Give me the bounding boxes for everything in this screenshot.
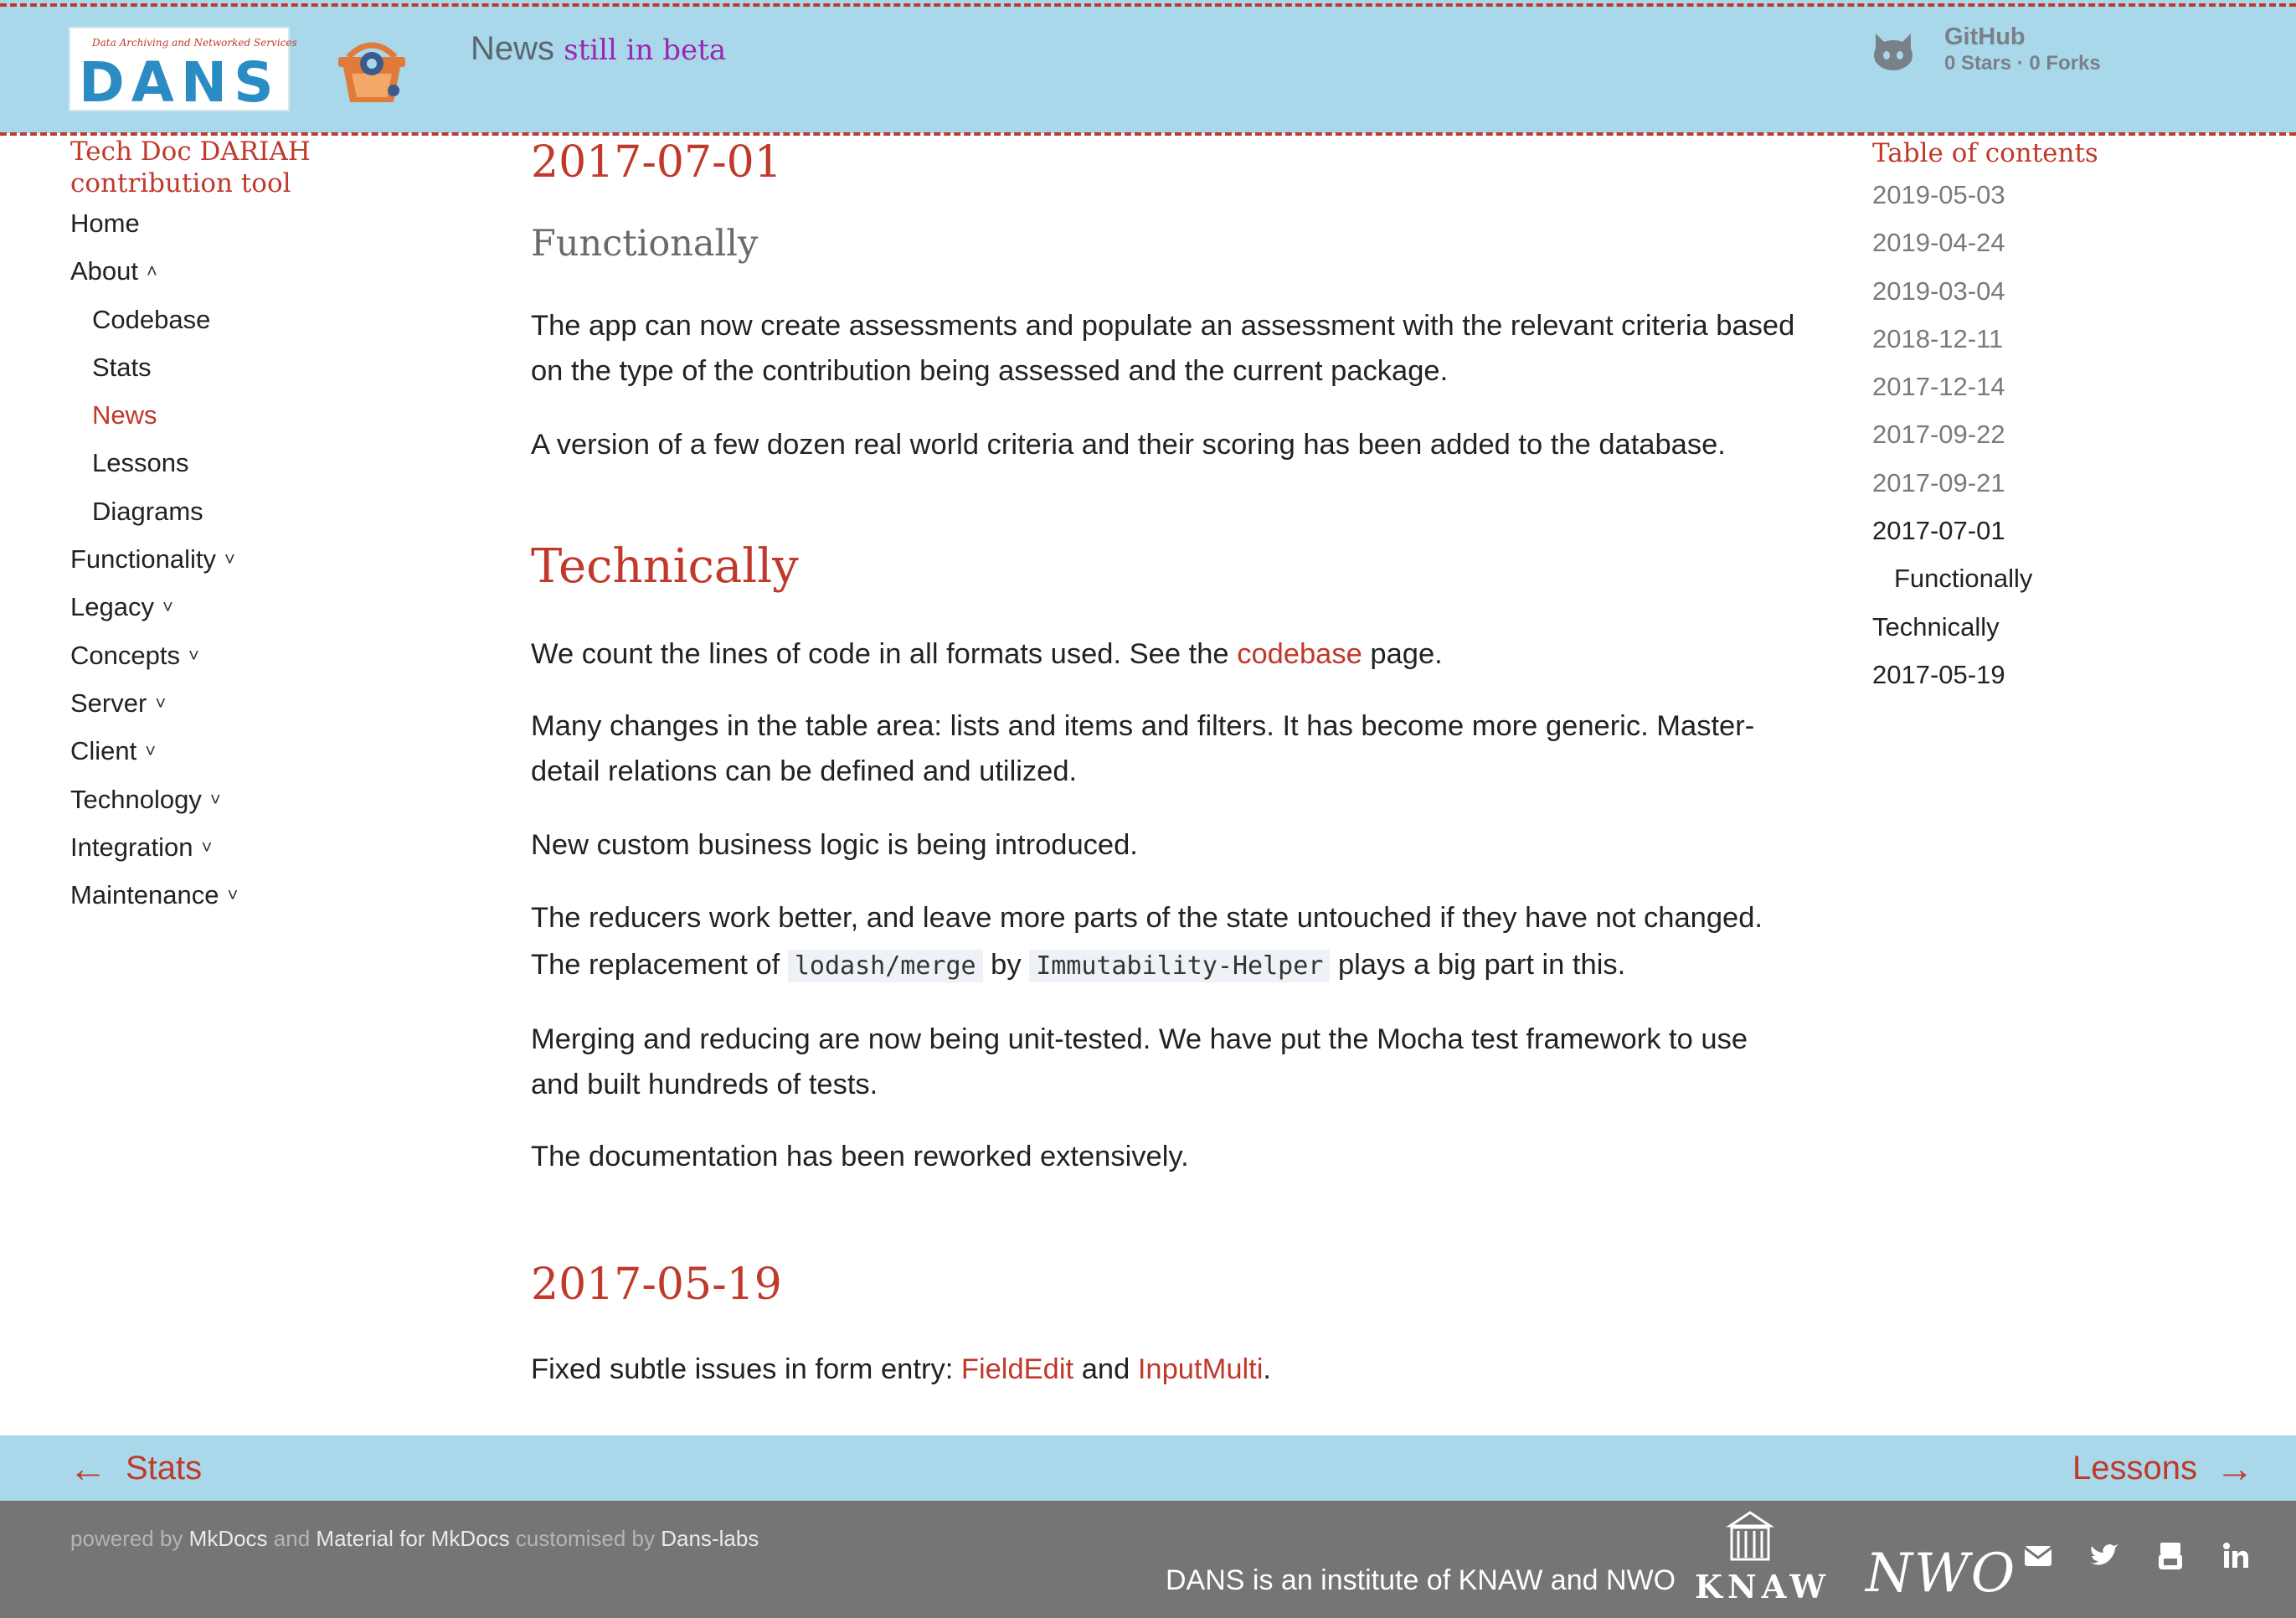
nav-item-functionality[interactable] xyxy=(70,535,472,583)
next-page-label: Lessons xyxy=(2072,1449,2197,1487)
toc-item[interactable]: 2019-05-03 xyxy=(1872,180,2005,209)
github-stats: 0 Stars · 0 Forks xyxy=(1944,52,2101,75)
toc-item[interactable]: 2017-09-22 xyxy=(1872,420,2005,450)
chevron-down-icon: ˅ xyxy=(201,836,213,858)
chevron-up-icon: ˄ xyxy=(147,260,157,282)
chevron-down-icon: ˅ xyxy=(155,692,167,714)
logo-word: DANS xyxy=(79,50,281,115)
basket-icon[interactable] xyxy=(332,32,412,107)
material-link[interactable]: Material for MkDocs xyxy=(316,1526,510,1551)
heading-functionally: Functionally xyxy=(531,223,759,265)
nav-item-stats[interactable] xyxy=(70,343,472,391)
powered-by xyxy=(70,1526,759,1552)
nav-title[interactable]: Tech Doc DARIAH contribution tool xyxy=(70,137,311,198)
arrow-right-icon: → xyxy=(2216,1446,2254,1490)
toc-item[interactable]: 2017-05-19 xyxy=(1872,659,2005,689)
chevron-down-icon: ˅ xyxy=(162,596,173,618)
nav-item-about[interactable] xyxy=(70,247,472,295)
paragraph: Many changes in the table area: lists and items and filters. It has become more generic. Master-detail relations can be defined and utilized. xyxy=(531,710,1755,787)
nav-item-label: News xyxy=(92,400,157,430)
text: and xyxy=(273,1526,311,1551)
twitter-icon[interactable] xyxy=(2085,1538,2122,1574)
mail-icon[interactable] xyxy=(2020,1538,2057,1574)
text: and xyxy=(1073,1353,1138,1385)
next-page-link[interactable] xyxy=(2072,1435,2273,1501)
nav-item-label: Home xyxy=(70,209,140,238)
nav-item-label: Technology xyxy=(70,784,202,814)
text: We count the lines of code in all formats used. See the xyxy=(531,638,1238,670)
paragraph: The app can now create assessments and populate an assessment with the relevant criteria based on the type of the contribution being assessed and the current package. xyxy=(531,310,1795,387)
text: page. xyxy=(1362,638,1443,670)
linkedin-icon[interactable] xyxy=(2217,1538,2254,1574)
paragraph: Merging and reducing are now being unit-tested. We have put the Mocha test framework to use and built hundreds of tests. xyxy=(531,1023,1748,1100)
nav-item-legacy[interactable] xyxy=(70,583,472,631)
nav-item-label: Codebase xyxy=(92,304,211,334)
nav-item-label: Concepts xyxy=(70,640,180,670)
footer xyxy=(0,1501,2296,1618)
previous-page-label: Stats xyxy=(126,1449,203,1487)
paragraph: New custom business logic is being introduced. xyxy=(531,829,1138,861)
nav-item-client[interactable] xyxy=(70,727,472,775)
dans-logo[interactable] xyxy=(69,27,297,115)
paragraph xyxy=(531,1347,1804,1392)
header xyxy=(0,0,2296,133)
chevron-down-icon: ˅ xyxy=(209,788,221,810)
nav-item-server[interactable] xyxy=(70,679,472,727)
header-top-divider xyxy=(0,3,2296,7)
toc-item[interactable]: 2019-03-04 xyxy=(1872,276,2005,306)
text: The reducers work better, and leave more parts of the state untouched if they have not changed. The replacement of xyxy=(531,902,1763,981)
nav-item-label: Lessons xyxy=(92,448,189,478)
beta-label: still in beta xyxy=(564,33,727,67)
nav-item-label: Stats xyxy=(92,352,152,382)
paragraph: A version of a few dozen real world criteria and their scoring has been added to the database. xyxy=(531,429,1726,461)
nav-item-label: About xyxy=(70,256,139,286)
nav-item-technology[interactable] xyxy=(70,776,472,823)
nav-item-codebase[interactable] xyxy=(70,296,472,343)
text: plays a big part in this. xyxy=(1330,949,1626,981)
nav-item-label: Functionality xyxy=(70,544,217,575)
nav-item-news[interactable] xyxy=(70,391,472,439)
text: customised by xyxy=(515,1526,655,1551)
code-immutability-helper: Immutability-Helper xyxy=(1029,950,1330,982)
toc-item[interactable]: 2017-09-21 xyxy=(1872,467,2005,497)
heading-technically: Technically xyxy=(531,539,799,594)
paragraph: The documentation has been reworked extensively. xyxy=(531,1141,1189,1172)
paragraph xyxy=(531,894,1804,990)
knaw-logo[interactable]: KNAW xyxy=(1695,1568,1831,1605)
logo-tagline: Data Archiving and Networked Services xyxy=(92,37,297,49)
chevron-down-icon: ˅ xyxy=(188,644,199,666)
nav-item-lessons[interactable] xyxy=(70,439,472,487)
code-lodash-merge: lodash/merge xyxy=(788,950,983,982)
nav-item-integration[interactable] xyxy=(70,823,472,871)
toc-item[interactable]: 2018-12-11 xyxy=(1872,323,2004,353)
text: Fixed subtle issues in form entry: xyxy=(531,1353,961,1385)
mkdocs-link[interactable]: MkDocs xyxy=(188,1526,268,1551)
nav-item-home[interactable] xyxy=(70,199,472,247)
knaw-building-icon xyxy=(1725,1507,1775,1563)
paragraph xyxy=(531,631,1804,677)
arrow-left-icon: ← xyxy=(69,1446,107,1490)
nav-item-label: Integration xyxy=(70,832,193,862)
nav-item-label: Diagrams xyxy=(92,496,203,526)
youtube-icon[interactable] xyxy=(2152,1538,2189,1574)
table-of-contents xyxy=(1872,134,2249,698)
heading-2017-05-19: 2017-05-19 xyxy=(531,1260,782,1310)
chevron-down-icon: ˅ xyxy=(227,884,239,906)
fieldedit-link[interactable]: FieldEdit xyxy=(960,1353,1074,1385)
nav-item-label: Legacy xyxy=(70,592,154,622)
toc-item-technically[interactable]: Technically xyxy=(1872,611,2000,642)
page-navigation xyxy=(0,1435,2296,1501)
toc-item-functionally[interactable]: Functionally xyxy=(1894,564,2033,594)
toc-item-current[interactable]: 2017-07-01 xyxy=(1872,516,2005,546)
nav-item-label: Server xyxy=(70,688,147,718)
nav-item-label: Maintenance xyxy=(70,880,219,910)
dans-labs-link[interactable]: Dans-labs xyxy=(661,1526,759,1551)
previous-page-link[interactable] xyxy=(50,1435,202,1501)
github-icon[interactable] xyxy=(1871,30,1916,72)
text: powered by xyxy=(70,1526,183,1551)
toc-item[interactable]: 2019-04-24 xyxy=(1872,228,2005,258)
nav-item-maintenance[interactable] xyxy=(70,871,472,919)
toc-item[interactable]: 2017-12-14 xyxy=(1872,372,2005,402)
institute-text: DANS is an institute of KNAW and NWO xyxy=(1166,1564,1676,1596)
github-link[interactable]: GitHub xyxy=(1944,23,2026,50)
nav-item-label: Client xyxy=(70,736,137,766)
nwo-logo[interactable]: NWO xyxy=(1866,1543,2017,1605)
text: by xyxy=(982,949,1030,981)
codebase-link[interactable]: codebase xyxy=(1237,638,1362,670)
page-title-text: News xyxy=(471,30,555,67)
page-title xyxy=(471,30,726,68)
nav-item-diagrams[interactable] xyxy=(70,487,472,535)
heading-2017-07-01: 2017-07-01 xyxy=(531,137,782,188)
chevron-down-icon: ˅ xyxy=(224,549,235,570)
nav-item-concepts[interactable] xyxy=(70,631,472,679)
toc-title: Table of contents xyxy=(1872,138,2098,168)
sidebar-nav xyxy=(70,134,472,919)
chevron-down-icon: ˅ xyxy=(145,740,157,762)
text: . xyxy=(1263,1353,1272,1385)
inputmulti-link[interactable]: InputMulti xyxy=(1137,1353,1264,1385)
